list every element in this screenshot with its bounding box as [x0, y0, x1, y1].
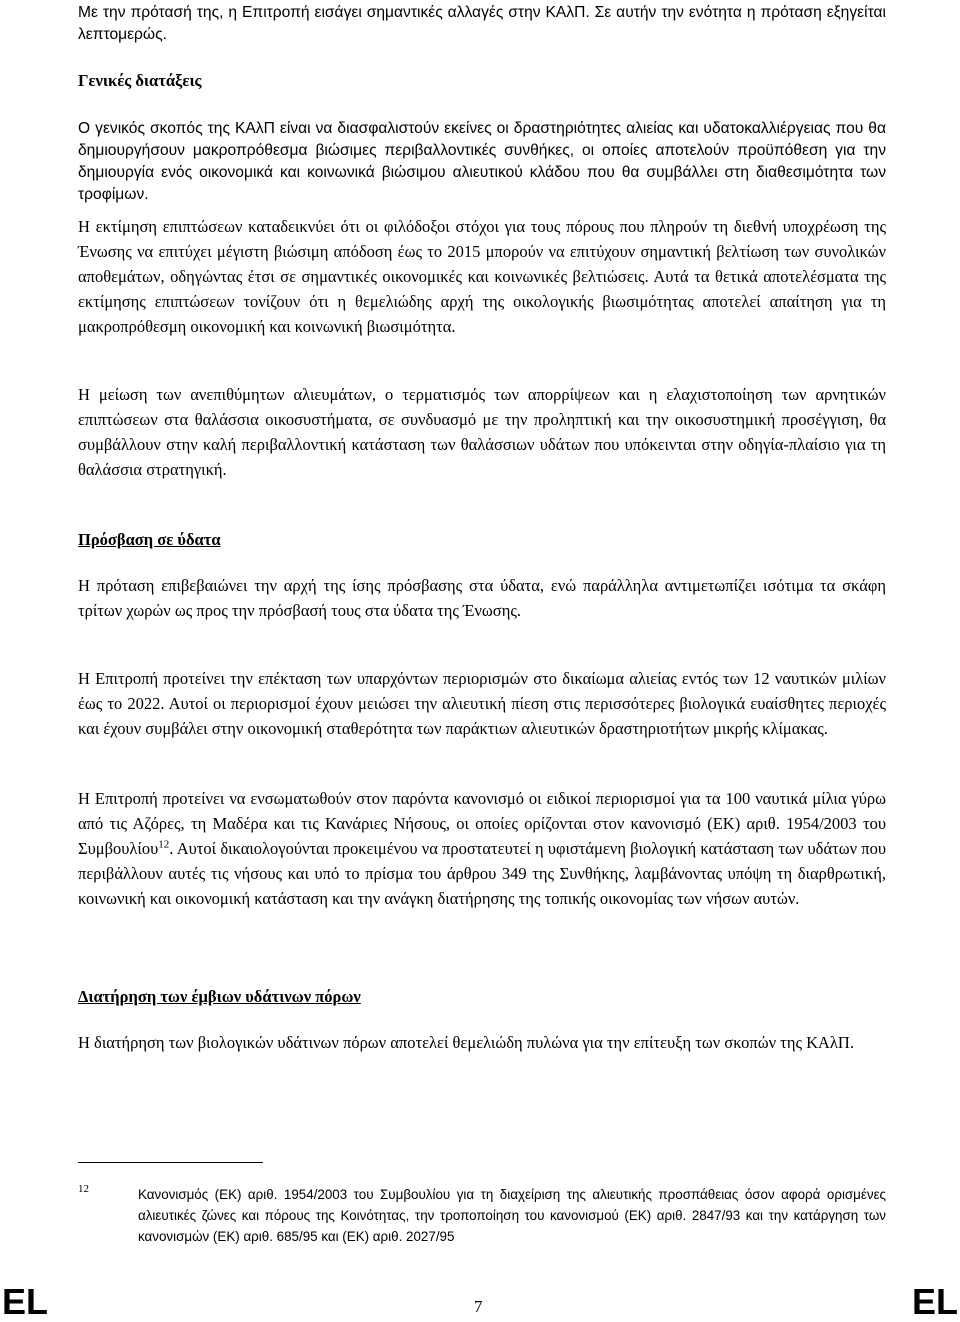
general-paragraph-2: Η εκτίμηση επιπτώσεων καταδεικνύει ότι οι φιλόδοξοι στόχοι για τους πόρους που πληρούν τη διεθνή υποχρέωση της Ένωσης να επιτύχει μέγιστη βιώσιμη απόδοση έως το 2015 μπορούν να επιτύχουν σημαντική βελτίωση των συνολικών αποθεμάτων, οδηγώντας έτσι σε σημαντικές οικονομικές και κοινωνικές βελτιώσεις. Αυτά τα θετικά αποτελέσματα της εκτίμησης επιπτώσεων τονίζουν ότι η θεμελιώδης αρχή της οικολογικής βιωσιμότητας αποτελεί απαίτηση για τη μακροπρόθεσμη οικονομική και κοινωνική βιωσιμότητα.: [78, 217, 886, 336]
language-code-right: EL: [911, 1281, 958, 1322]
section-access-p3-wrap: [78, 786, 886, 911]
footnote-reference[interactable]: 12: [158, 838, 170, 851]
general-paragraph-3: Η μείωση των ανεπιθύμητων αλιευμάτων, ο τερματισμός των απορρίψεων και η ελαχιστοποίηση των αρνητικών επιπτώσεων στα θαλάσσια οικοσυστήματα, σε συνδυασμό με την προληπτική και την οικοσυστημική προσέγγιση, θα συμβάλλουν στην καλή περιβαλλοντική κατάσταση των θαλάσσιων υδάτων που υπόκεινται στην οδηγία-πλαίσιο για τη θαλάσσια στρατηγική.: [78, 385, 886, 479]
footnote-separator: [78, 1162, 263, 1163]
section-general-p1-wrap: [78, 118, 886, 206]
section-general-heading-wrap: [78, 68, 886, 93]
section-conservation-p1-wrap: [78, 1030, 886, 1055]
section-heading-general: Γενικές διατάξεις: [78, 71, 202, 90]
section-general-p3-wrap: [78, 382, 886, 482]
section-access-p2-wrap: [78, 666, 886, 741]
access-p3-text-before: Η Επιτροπή προτείνει να ενσωματωθούν στον παρόντα κανονισμό οι ειδικοί περιορισμοί για τα 100 ναυτικά μίλια γύρω από τις Αζόρες, τη Μαδέρα και τις Κανάριες Νήσους, οι οποίες ορίζονται στον κανονισμό (ΕΚ) αριθ. 1954/2003 του Συμβουλίου: [78, 789, 886, 858]
access-p3-text-after: . Αυτοί δικαιολογούνται προκειμένου να προστατευτεί η υφιστάμενη βιολογική κατάσταση των υδάτων που περιβάλλουν αυτές τις νήσους και υπό το πρίσμα του άρθρου 349 της Συνθήκης, λαμβάνοντας υπόψη τη διαρθρωτική, κοινωνική και οικονομική κατάσταση και την ανάγκη διατήρησης της τοπικής οικονομίας των νήσων αυτών.: [78, 839, 886, 908]
intro-paragraph: Με την πρότασή της, η Επιτροπή εισάγει σημαντικές αλλαγές στην ΚΑλΠ. Σε αυτήν την ενότητα η πρόταση εξηγείται λεπτομερώς.: [78, 4, 886, 43]
section-conservation-heading-wrap: [78, 984, 886, 1009]
section-heading-conservation: Διατήρηση των έμβιων υδάτινων πόρων: [78, 987, 361, 1006]
access-paragraph-2: Η Επιτροπή προτείνει την επέκταση των υπαρχόντων περιορισμών στο δικαίωμα αλιείας εντός των 12 ναυτικών μιλίων έως το 2022. Αυτοί οι περιορισμοί έχουν μειώσει την αλιευτική πίεση στις περισσότερες βιολογικά ευαίσθητες περιοχές και έχουν συμβάλει στην οικονομική σταθερότητα των παράκτιων αλιευτικών δραστηριοτήτων μικρής κλίμακας.: [78, 669, 886, 738]
footnote-text: Κανονισμός (ΕΚ) αριθ. 1954/2003 του Συμβουλίου για τη διαχείριση της αλιευτικής προσπάθειας όσον αφορά ορισμένες αλιευτικές ζώνες και πόρους της Κοινότητας, την τροποποίηση του κανονισμού (ΕΚ) αριθ. 2847/93 και την κατάργηση των κανονισμών (ΕΚ) αριθ. 685/95 και (ΕΚ) αριθ. 2027/95: [138, 1187, 886, 1244]
section-access-p1-wrap: [78, 573, 886, 623]
access-paragraph-1: Η πρόταση επιβεβαιώνει την αρχή της ίσης πρόσβασης στα ύδατα, ενώ παράλληλα αντιμετωπίζει ισότιμα τα σκάφη τρίτων χωρών ως προς την πρόσβασή τους στα ύδατα της Ένωσης.: [78, 576, 886, 620]
section-general-p2-wrap: [78, 214, 886, 339]
page-number: 7: [474, 1297, 483, 1316]
access-paragraph-3: [78, 786, 886, 911]
footnote-number: 12: [78, 1183, 89, 1195]
language-code-left: EL: [2, 1281, 49, 1322]
section-access-heading-wrap: [78, 527, 886, 552]
general-paragraph-1: Ο γενικός σκοπός της ΚΑλΠ είναι να διασφαλιστούν εκείνες οι δραστηριότητες αλιείας και υδατοκαλλιέργειας που θα δημιουργήσουν μακροπρόθεσμα βιώσιμες περιβαλλοντικές συνθήκες, οι οποίες αποτελούν προϋπόθεση για την δημιουργία ενός οικονομικά και κοινωνικά βιώσιμου αλιευτικού κλάδου που θα συμβάλλει στη διαθεσιμότητα των τροφίμων.: [78, 120, 886, 203]
conservation-paragraph-1: Η διατήρηση των βιολογικών υδάτινων πόρων αποτελεί θεμελιώδη πυλώνα για την επίτευξη των σκοπών της ΚΑλΠ.: [78, 1033, 854, 1052]
section-heading-access: Πρόσβαση σε ύδατα: [78, 530, 221, 549]
